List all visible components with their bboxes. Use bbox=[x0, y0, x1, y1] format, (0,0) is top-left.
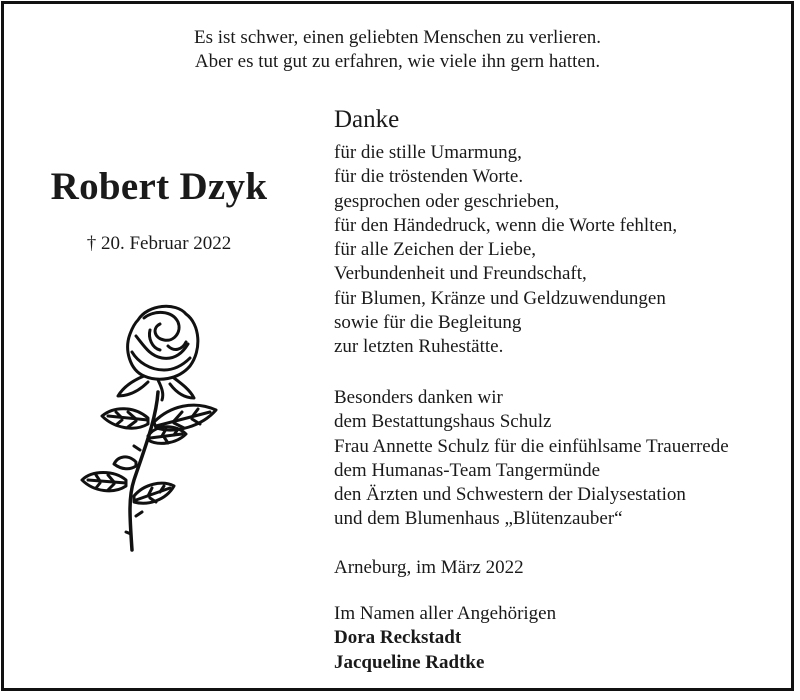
thanks-line: für alle Zeichen der Liebe, bbox=[334, 239, 537, 261]
thanks-line: gesprochen oder geschrieben, bbox=[334, 190, 560, 212]
thanks-heading: Danke bbox=[334, 106, 400, 133]
thanks-line: Verbundenheit und Freundschaft, bbox=[334, 263, 587, 285]
quote-line: Aber es tut gut zu erfahren, wie viele ihn gern hatten. bbox=[194, 51, 601, 72]
rose-icon bbox=[78, 300, 228, 558]
special-thanks-line: dem Bestattungshaus Schulz bbox=[334, 411, 552, 433]
special-thanks-line: und dem Blumenhaus „Blütenzauber“ bbox=[334, 508, 623, 530]
thanks-list bbox=[334, 141, 677, 360]
thanks-line: für die stille Umarmung, bbox=[334, 142, 522, 163]
quote-line: Es ist schwer, einen geliebten Menschen zu verlieren. bbox=[193, 27, 602, 48]
special-thanks-line: den Ärzten und Schwestern der Dialysestation bbox=[334, 484, 686, 506]
signature-block bbox=[334, 602, 556, 675]
special-thanks-line: Frau Annette Schulz für die einfühlsame Trauerrede bbox=[334, 435, 729, 457]
thanks-line: sowie für die Begleitung bbox=[334, 312, 522, 334]
thanks-line: für Blumen, Kränze und Geldzuwendungen bbox=[334, 287, 666, 309]
special-thanks-line: dem Humanas-Team Tangermünde bbox=[334, 459, 601, 481]
special-thanks-line: Besonders danken wir bbox=[334, 387, 503, 408]
place-date: Arneburg, im März 2022 bbox=[334, 557, 524, 578]
signature-name: Jacqueline Radtke bbox=[334, 651, 485, 673]
signature-name: Dora Reckstadt bbox=[334, 627, 462, 649]
death-date: † 20. Februar 2022 bbox=[86, 233, 232, 254]
opening-quote bbox=[4, 26, 791, 74]
obituary-notice bbox=[1, 1, 794, 691]
thanks-line: für den Händedruck, wenn die Worte fehlten, bbox=[334, 214, 678, 236]
thanks-line: für die tröstenden Worte. bbox=[334, 166, 524, 188]
thanks-line: zur letzten Ruhestätte. bbox=[334, 336, 504, 358]
special-thanks-list bbox=[334, 386, 729, 532]
deceased-name: Robert Dzyk bbox=[50, 165, 268, 208]
signature-intro: Im Namen aller Angehörigen bbox=[334, 603, 557, 624]
